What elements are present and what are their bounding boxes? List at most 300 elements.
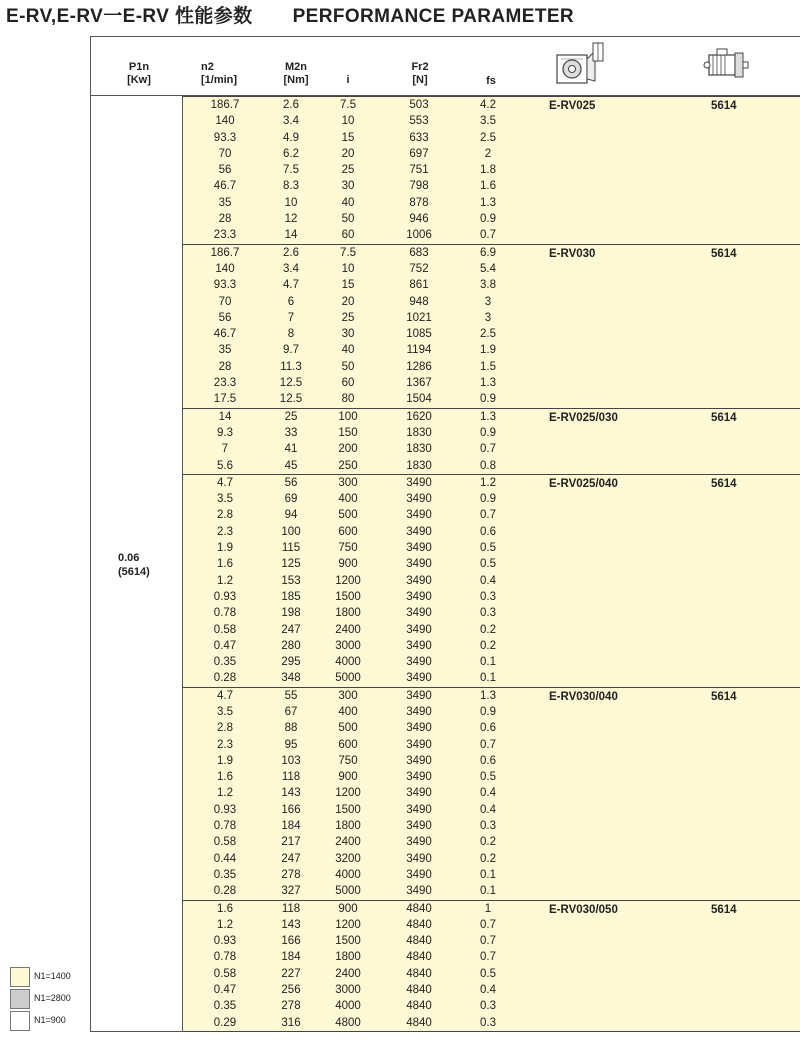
cell-i: 30 [341,328,355,341]
cell-fr2: 861 [409,279,429,292]
table-row [183,998,800,1014]
page-title [6,2,574,32]
cell-fr2: 633 [409,131,429,144]
cell-m2n: 280 [281,639,301,652]
cell-n2: 0.78 [213,951,237,964]
motor-label: 5614 [711,903,737,916]
cell-m2n: 4.7 [283,279,299,292]
cell-m2n: 95 [284,738,298,751]
cell-m2n: 12 [284,213,298,226]
cell-n2: 140 [215,262,235,275]
cell-fs: 3 [484,295,492,308]
cell-i: 900 [338,771,358,784]
cell-fr2: 3490 [406,705,432,718]
cell-fr2: 3490 [406,623,432,636]
cell-fs: 0.3 [480,1000,496,1013]
cell-m2n: 103 [281,754,301,767]
cell-fr2: 946 [409,213,429,226]
cell-n2: 0.28 [213,672,237,685]
cell-fr2: 3490 [406,607,432,620]
cell-fr2: 3490 [406,493,432,506]
table-row [183,130,800,146]
cell-n2: 56 [218,311,232,324]
cell-m2n: 185 [281,590,301,603]
cell-fr2: 3490 [406,525,432,538]
cell-n2: 14 [218,410,232,423]
cell-fr2: 3490 [406,852,432,865]
table-row [183,425,800,441]
cell-n2: 17.5 [213,393,237,406]
cell-fs: 1.2 [480,476,496,489]
cell-m2n: 12.5 [279,377,303,390]
cell-fs: 2.5 [480,131,496,144]
cell-i: 1500 [335,590,361,603]
header-fr2-label: Fr2 [411,61,429,73]
cell-fs: 0.1 [480,672,496,685]
cell-fs: 1.9 [480,344,496,357]
cell-i: 600 [338,738,358,751]
cell-fr2: 3490 [406,803,432,816]
table-row [183,227,800,243]
cell-m2n: 115 [281,542,301,555]
cell-fr2: 3490 [406,509,432,522]
table-row [183,867,800,883]
cell-i: 100 [338,410,358,423]
cell-fs: 2 [484,147,492,160]
cell-fr2: 1830 [406,426,432,439]
cell-fs: 5.4 [480,262,496,275]
cell-fs: 0.3 [480,607,496,620]
cell-m2n: 295 [281,656,301,669]
cell-n2: 2.8 [217,509,233,522]
cell-fr2: 553 [409,115,429,128]
cell-n2: 56 [218,164,232,177]
motor-label: 5614 [711,690,737,703]
cell-fr2: 3490 [406,885,432,898]
cell-i: 500 [338,722,358,735]
cell-n2: 0.28 [213,885,237,898]
cell-m2n: 184 [281,820,301,833]
cell-n2: 23.3 [213,229,237,242]
cell-i: 5000 [335,885,361,898]
cell-i: 15 [341,131,355,144]
cell-i: 750 [338,754,358,767]
table-header [90,36,800,96]
cell-i: 1500 [335,935,361,948]
table-row [183,97,800,113]
cell-i: 1800 [335,951,361,964]
cell-fs: 0.1 [480,868,496,881]
header-fs-label: fs [486,75,496,87]
table-row [183,622,800,638]
model-label: E-RV025/030 [549,411,618,424]
cell-fs: 3.8 [480,279,496,292]
cell-n2: 46.7 [213,328,237,341]
cell-fr2: 1830 [406,459,432,472]
cell-n2: 28 [218,360,232,373]
cell-m2n: 278 [281,868,301,881]
cell-fs: 0.2 [480,836,496,849]
cell-i: 200 [338,443,358,456]
table-row [183,391,800,407]
cell-m2n: 25 [284,410,298,423]
cell-fs: 0.7 [480,443,496,456]
cell-i: 60 [341,377,355,390]
table-row [183,688,800,704]
cell-i: 2400 [335,967,361,980]
cell-i: 400 [338,705,358,718]
cell-m2n: 33 [284,426,298,439]
cell-n2: 0.78 [213,607,237,620]
table-row [183,375,800,391]
cell-m2n: 9.7 [283,344,299,357]
legend-label: N1=2800 [34,993,71,1003]
table-row [183,654,800,670]
cell-m2n: 100 [281,525,301,538]
header-m2n-unit: [Nm] [283,74,309,86]
cell-i: 3000 [335,984,361,997]
header-p1n-label: P1n [128,61,150,73]
cell-fs: 0.7 [480,229,496,242]
cell-n2: 4.7 [217,689,233,702]
cell-i: 1200 [335,918,361,931]
header-n2-label: n2 [201,61,214,73]
table-group [183,688,800,901]
table-row [183,949,800,965]
table-row [183,917,800,933]
cell-n2: 46.7 [213,180,237,193]
table-group [183,96,800,245]
cell-fs: 0.6 [480,722,496,735]
table-row [183,933,800,949]
cell-i: 80 [341,393,355,406]
table-row [183,704,800,720]
cell-m2n: 247 [281,623,301,636]
cell-i: 20 [341,147,355,160]
cell-fr2: 1830 [406,443,432,456]
table-row [183,785,800,801]
cell-n2: 2.3 [217,525,233,538]
cell-fr2: 3490 [406,754,432,767]
cell-fr2: 1006 [406,229,432,242]
cell-n2: 1.6 [217,558,233,571]
model-label: E-RV025/040 [549,477,618,490]
model-label: E-RV025 [549,100,596,112]
cell-m2n: 153 [281,574,301,587]
cell-fr2: 3490 [406,656,432,669]
cell-fr2: 4840 [406,918,432,931]
cell-m2n: 227 [281,967,301,980]
cell-n2: 0.35 [213,868,237,881]
cell-m2n: 143 [281,918,301,931]
cell-fr2: 1194 [406,344,432,357]
cell-i: 150 [338,426,358,439]
cell-fs: 0.5 [480,771,496,784]
cell-n2: 0.47 [213,639,237,652]
legend-swatch-1400 [10,967,30,987]
cell-fr2: 4840 [406,902,432,915]
cell-i: 1200 [335,787,361,800]
header-i-label: i [346,74,350,86]
table-row [183,818,800,834]
cell-m2n: 4.9 [283,131,299,144]
cell-m2n: 6 [287,295,295,308]
cell-n2: 0.44 [213,852,237,865]
p1n-power: 0.06 [118,552,140,564]
cell-i: 3200 [335,852,361,865]
table-row [183,326,800,342]
cell-m2n: 316 [281,1016,301,1029]
cell-n2: 23.3 [213,377,237,390]
table-row [183,605,800,621]
cell-m2n: 118 [281,771,301,784]
cell-i: 25 [341,164,355,177]
cell-n2: 70 [218,147,232,160]
header-m2n-label: M2n [285,61,307,73]
cell-m2n: 118 [281,902,301,915]
cell-m2n: 7 [287,311,295,324]
cell-i: 5000 [335,672,361,685]
motor-label: 5614 [711,100,737,112]
cell-m2n: 8 [287,328,295,341]
cell-n2: 93.3 [213,279,237,292]
table-row [183,540,800,556]
cell-m2n: 348 [281,672,301,685]
p1n-value [118,551,150,579]
cell-n2: 0.29 [213,1016,237,1029]
cell-fs: 2.5 [480,328,496,341]
table-row [183,458,800,474]
cell-fr2: 4840 [406,1000,432,1013]
legend-swatch-900 [10,1011,30,1031]
cell-i: 600 [338,525,358,538]
cell-fs: 0.4 [480,984,496,997]
cell-i: 1500 [335,803,361,816]
cell-n2: 0.58 [213,967,237,980]
table-row [183,982,800,998]
cell-fs: 0.5 [480,542,496,555]
cell-fs: 0.7 [480,951,496,964]
cell-m2n: 143 [281,787,301,800]
cell-fs: 0.7 [480,509,496,522]
cell-i: 10 [341,262,355,275]
table-row [183,409,800,425]
cell-m2n: 217 [281,836,301,849]
cell-i: 4000 [335,1000,361,1013]
cell-i: 900 [338,558,358,571]
header-n2-unit: [1/min] [201,74,238,86]
cell-fr2: 878 [409,196,429,209]
cell-n2: 28 [218,213,232,226]
cell-n2: 0.93 [213,803,237,816]
cell-fr2: 3490 [406,836,432,849]
cell-i: 40 [341,344,355,357]
cell-m2n: 11.3 [280,360,302,373]
cell-fs: 1.3 [480,689,496,702]
table-row [183,883,800,899]
table-row [183,834,800,850]
cell-i: 15 [341,279,355,292]
cell-n2: 1.9 [217,754,233,767]
cell-fs: 1.6 [480,180,496,193]
cell-m2n: 94 [284,509,298,522]
cell-fr2: 3490 [406,476,432,489]
table-row [183,573,800,589]
cell-fr2: 3490 [406,868,432,881]
title-en: PERFORMANCE PARAMETER [292,6,575,27]
cell-i: 4000 [335,868,361,881]
cell-i: 50 [341,213,355,226]
cell-n2: 0.47 [213,984,237,997]
cell-m2n: 12.5 [279,393,303,406]
cell-fr2: 1620 [406,410,432,423]
table-row [183,359,800,375]
electric-motor-icon [703,47,749,86]
cell-i: 300 [338,689,358,702]
cell-fr2: 3490 [406,558,432,571]
cell-n2: 186.7 [210,246,240,259]
cell-n2: 0.58 [213,623,237,636]
cell-fr2: 751 [409,164,429,177]
cell-n2: 186.7 [210,99,240,111]
header-n2 [201,61,261,87]
cell-m2n: 184 [281,951,301,964]
table-row [183,670,800,686]
cell-fr2: 1286 [406,360,432,373]
table-row [183,195,800,211]
cell-m2n: 247 [281,852,301,865]
cell-i: 1800 [335,607,361,620]
cell-fs: 1.3 [480,196,496,209]
cell-n2: 1.2 [217,574,233,587]
cell-n2: 70 [218,295,232,308]
cell-m2n: 2.6 [283,99,299,111]
cell-fr2: 3490 [406,639,432,652]
cell-i: 1800 [335,820,361,833]
cell-n2: 4.7 [217,476,233,489]
cell-i: 7.5 [340,246,356,259]
header-p1n [119,61,159,87]
cell-fs: 0.1 [480,656,496,669]
cell-m2n: 67 [284,705,298,718]
cell-n2: 1.6 [217,771,233,784]
cell-fr2: 948 [409,295,429,308]
table-row [183,475,800,491]
table-row [183,491,800,507]
table-row [183,113,800,129]
table-group [183,245,800,409]
cell-m2n: 327 [281,885,301,898]
cell-fr2: 3490 [406,689,432,702]
table-row [183,589,800,605]
cell-i: 2400 [335,836,361,849]
cell-m2n: 166 [281,803,301,816]
cell-fr2: 3490 [406,787,432,800]
cell-fs: 0.6 [480,525,496,538]
cell-m2n: 8.3 [283,180,299,193]
cell-m2n: 256 [281,984,301,997]
table-group [183,901,800,1032]
cell-fs: 0.3 [480,820,496,833]
worm-gearbox-icon [553,41,607,92]
cell-fr2: 3490 [406,672,432,685]
cell-fs: 0.9 [480,426,496,439]
cell-m2n: 278 [281,1000,301,1013]
table-row [183,737,800,753]
cell-fs: 0.7 [480,738,496,751]
table-row [183,556,800,572]
cell-fr2: 4840 [406,935,432,948]
cell-fr2: 3490 [406,820,432,833]
cell-fs: 0.9 [480,213,496,226]
header-fr2-unit: [N] [412,74,428,86]
cell-fs: 0.5 [480,967,496,980]
motor-label: 5614 [711,411,737,424]
cell-fs: 0.2 [480,852,496,865]
table-row [183,178,800,194]
table-row [183,261,800,277]
table-row [183,294,800,310]
cell-m2n: 166 [281,935,301,948]
cell-fr2: 4840 [406,951,432,964]
model-label: E-RV030 [549,247,596,260]
cell-m2n: 3.4 [283,115,299,128]
cell-i: 7.5 [340,99,356,111]
table-group [183,409,800,475]
cell-fs: 1.3 [480,410,496,423]
cell-m2n: 7.5 [283,164,299,177]
cell-i: 250 [338,459,358,472]
cell-n2: 0.35 [213,656,237,669]
cell-n2: 7 [221,443,229,456]
cell-fr2: 1367 [406,377,432,390]
cell-fs: 1 [484,902,492,915]
table-row [183,162,800,178]
cell-i: 3000 [335,639,361,652]
header-fs [476,75,506,88]
cell-fr2: 4840 [406,1016,432,1029]
cell-fr2: 3490 [406,722,432,735]
cell-n2: 140 [215,115,235,128]
cell-i: 40 [341,196,355,209]
cell-fs: 1.8 [480,164,496,177]
cell-m2n: 6.2 [283,147,299,160]
cell-fr2: 3490 [406,574,432,587]
cell-fr2: 3490 [406,738,432,751]
cell-i: 25 [341,311,355,324]
cell-fs: 0.4 [480,574,496,587]
cell-i: 300 [338,476,358,489]
header-fr2 [395,61,445,87]
cell-i: 30 [341,180,355,193]
cell-n2: 1.9 [217,542,233,555]
cell-m2n: 56 [284,476,298,489]
cell-n2: 0.78 [213,820,237,833]
cell-i: 400 [338,493,358,506]
cell-n2: 35 [218,344,232,357]
cell-m2n: 88 [284,722,298,735]
cell-n2: 93.3 [213,131,237,144]
cell-i: 4800 [335,1016,361,1029]
cell-fr2: 1021 [406,311,432,324]
cell-m2n: 2.6 [283,246,299,259]
cell-m2n: 55 [284,689,298,702]
cell-m2n: 198 [281,607,301,620]
cell-fs: 0.6 [480,754,496,767]
cell-fs: 6.9 [480,246,496,259]
cell-i: 20 [341,295,355,308]
cell-fr2: 3490 [406,542,432,555]
